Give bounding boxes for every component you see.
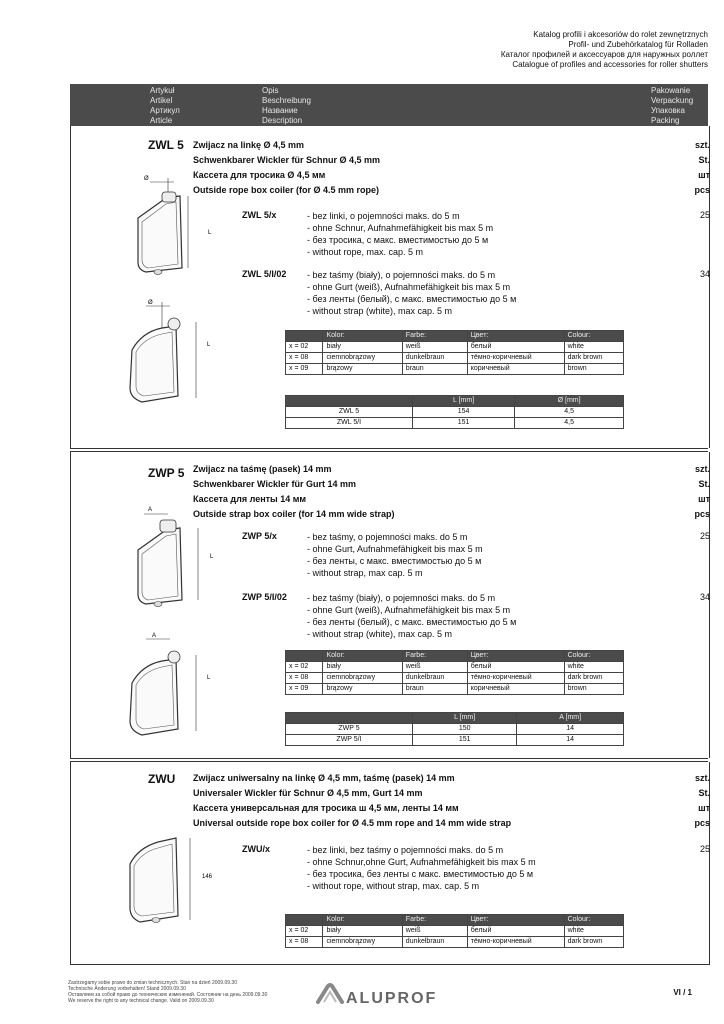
- unit-label: szt.: [694, 464, 710, 474]
- table-row: [286, 342, 624, 353]
- column-label: Opis: [262, 86, 279, 95]
- column-label: Pakowanie: [651, 86, 691, 95]
- brand-name: ALUPROF: [346, 990, 438, 1007]
- desc-line: - ohne Schnur,ohne Gurt, Aufnahmefähigkeit bis max 5 m: [307, 857, 536, 867]
- table-cell: тёмно-коричневый: [467, 353, 564, 364]
- desc-line: - without rope, max. cap. 5 m: [307, 247, 424, 257]
- desc-line: - bez linki, bez taśmy o pojemności maks. do 5 m: [307, 845, 504, 855]
- table-row: [286, 937, 624, 948]
- variant-description: [307, 269, 516, 317]
- colour-header-cell: Kolor:: [323, 651, 402, 662]
- colour-table-header: [286, 331, 624, 342]
- aluprof-logo-icon: [314, 982, 344, 1004]
- title-line: Outside strap box coiler (for 14 mm wide strap): [193, 509, 395, 519]
- table-cell: x = 02: [286, 342, 323, 353]
- table-cell: biały: [323, 926, 402, 937]
- table-cell: white: [564, 342, 623, 353]
- desc-line: - без ленты, с макс. вместимостью до 5 м: [307, 556, 482, 566]
- unit-label: pcs: [694, 509, 710, 519]
- title-line: Universaler Wickler für Schnur Ø 4,5 mm, Gurt 14 mm: [193, 788, 423, 798]
- unit-label: szt.: [694, 773, 710, 783]
- table-cell: коричневый: [467, 684, 564, 695]
- table-cell: dark brown: [564, 937, 623, 948]
- dimension-table-header: [286, 396, 624, 407]
- table-cell: brown: [564, 684, 623, 695]
- table-cell: x = 08: [286, 937, 323, 948]
- title-line: Schwenkbarer Wickler für Gurt 14 mm: [193, 479, 356, 489]
- table-cell: ZWP 5: [286, 724, 413, 735]
- table-cell: weiß: [402, 926, 467, 937]
- universal-coiler-drawing: [110, 820, 230, 930]
- table-row: [286, 735, 624, 746]
- variant-code: ZWL 5/I/02: [242, 269, 287, 279]
- dimension-label: L: [210, 554, 214, 560]
- colour-header-cell: [286, 331, 323, 342]
- header-line: Каталог профилей и аксессуаров для наружных роллет: [500, 50, 708, 59]
- colour-header-cell: [286, 651, 323, 662]
- table-cell: белый: [467, 662, 564, 673]
- header-line: Profil- und Zubehörkatalog für Rolladen: [568, 40, 708, 49]
- header-line: Katalog profili i akcesoriów do rolet zewnętrznych: [533, 30, 708, 39]
- unit-label: шт: [698, 803, 710, 813]
- dimension-header-cell: A [mm]: [517, 713, 624, 724]
- column-packing: [651, 86, 693, 126]
- unit-labels: [694, 138, 710, 198]
- table-cell: biały: [323, 342, 402, 353]
- dimension-label: L: [208, 230, 212, 236]
- table-cell: 154: [413, 407, 515, 418]
- article-titles: [193, 771, 511, 831]
- variant-quantity: 34: [699, 269, 710, 279]
- column-label: Packing: [651, 116, 680, 125]
- table-row: [286, 926, 624, 937]
- desc-line: - without strap, max cap. 5 m: [307, 568, 423, 578]
- unit-label: St.: [698, 155, 710, 165]
- column-label: Verpackung: [651, 96, 694, 105]
- colour-header-cell: Colour:: [564, 331, 623, 342]
- catalog-header: [501, 30, 708, 70]
- dimension-header-cell: [286, 396, 413, 407]
- table-cell: белый: [467, 926, 564, 937]
- table-cell: brown: [564, 364, 623, 375]
- title-line: Outside rope box coiler (for Ø 4.5 mm rope): [193, 185, 380, 195]
- desc-line: - without strap (white), max cap. 5 m: [307, 306, 453, 316]
- table-cell: dark brown: [564, 673, 623, 684]
- table-row: [286, 662, 624, 673]
- unit-labels: [694, 771, 710, 831]
- unit-label: St.: [698, 479, 710, 489]
- unit-label: шт: [698, 170, 710, 180]
- table-cell: тёмно-коричневый: [467, 673, 564, 684]
- table-cell: ciemnobrązowy: [323, 937, 402, 948]
- unit-label: pcs: [694, 818, 710, 828]
- title-line: Кассета универсальная для тросика ш 4,5 мм, ленты 14 мм: [193, 803, 459, 813]
- table-cell: ZWL 5/I: [286, 418, 413, 429]
- desc-line: - without strap (white), max cap. 5 m: [307, 629, 453, 639]
- table-cell: белый: [467, 342, 564, 353]
- colour-table: [285, 914, 624, 948]
- variant-quantity: 25: [699, 531, 710, 541]
- variant-code: ZWU/x: [242, 844, 270, 854]
- title-line: Schwenkbarer Wickler für Schnur Ø 4,5 mm: [193, 155, 380, 165]
- table-cell: ciemnobrązowy: [323, 673, 402, 684]
- colour-header-cell: Farbe:: [402, 915, 467, 926]
- strap-coiler-drawing-front: [118, 500, 228, 615]
- desc-line: - ohne Gurt, Aufnahmefähigkeit bis max 5 m: [307, 544, 483, 554]
- title-line: Кассета для тросика Ø 4,5 мм: [193, 170, 326, 180]
- title-line: Кассета для ленты 14 мм: [193, 494, 307, 504]
- table-row: [286, 673, 624, 684]
- table-cell: biały: [323, 662, 402, 673]
- unit-label: St.: [698, 788, 710, 798]
- dimension-label: Ø: [148, 300, 153, 306]
- table-cell: ZWL 5: [286, 407, 413, 418]
- table-cell: dark brown: [564, 353, 623, 364]
- article-code: ZWU: [148, 772, 176, 786]
- table-cell: white: [564, 662, 623, 673]
- table-cell: weiß: [402, 662, 467, 673]
- variant-quantity: 25: [699, 210, 710, 220]
- footer-note: Technische Änderung vorbehalten! Stand 2009.09.30: [68, 986, 186, 992]
- variant-description: [307, 592, 516, 640]
- table-cell: dunkelbraun: [402, 937, 467, 948]
- desc-line: - bez linki, o pojemności maks. do 5 m: [307, 211, 460, 221]
- variant-description: [307, 844, 536, 892]
- dimension-table: [285, 395, 624, 429]
- unit-label: pcs: [694, 185, 710, 195]
- dimension-label: 146: [202, 874, 213, 880]
- table-cell: braun: [402, 684, 467, 695]
- table-cell: 150: [413, 724, 517, 735]
- table-cell: 151: [413, 418, 515, 429]
- colour-header-cell: Colour:: [564, 651, 623, 662]
- table-cell: white: [564, 926, 623, 937]
- table-row: [286, 364, 624, 375]
- table-cell: x = 02: [286, 926, 323, 937]
- table-cell: 14: [517, 735, 624, 746]
- column-label: Название: [262, 106, 298, 115]
- article-code: ZWP 5: [148, 466, 185, 480]
- footer-note: We reserve the right to any technical change. Valid on 2009.09.30: [68, 998, 214, 1004]
- table-cell: brązowy: [323, 684, 402, 695]
- colour-header-cell: Цвет:: [467, 651, 564, 662]
- desc-line: - без ленты (белый), с макс. вместимостью до 5 м: [307, 294, 517, 304]
- table-cell: ciemnobrązowy: [323, 353, 402, 364]
- variant-quantity: 34: [699, 592, 710, 602]
- table-cell: тёмно-коричневый: [467, 937, 564, 948]
- footer-note: Zastrzegamy sobie prawo do zmian technicznych. Stan na dzień 2009.09.30: [68, 980, 237, 986]
- dimension-label: L: [207, 675, 211, 681]
- colour-table: [285, 650, 624, 695]
- variant-code: ZWL 5/x: [242, 210, 277, 220]
- colour-table-header: [286, 651, 624, 662]
- column-header-bar: [70, 84, 708, 126]
- article-code: ZWL 5: [148, 138, 184, 152]
- footer-notes: [68, 980, 267, 1004]
- unit-label: szt.: [694, 140, 710, 150]
- desc-line: - без тросика, с макс. вместимостью до 5 м: [307, 235, 489, 245]
- table-row: [286, 418, 624, 429]
- colour-header-cell: Colour:: [564, 915, 623, 926]
- table-cell: 4,5: [515, 407, 624, 418]
- variant-description: [307, 210, 493, 258]
- column-label: Description: [262, 116, 303, 125]
- table-row: [286, 724, 624, 735]
- unit-labels: [694, 462, 710, 522]
- desc-line: - ohne Gurt (weiß), Aufnahmefähigkeit bis max 5 m: [307, 282, 511, 292]
- column-label: Упаковка: [651, 106, 685, 115]
- table-cell: brązowy: [323, 364, 402, 375]
- table-cell: dunkelbraun: [402, 673, 467, 684]
- colour-header-cell: Цвет:: [467, 915, 564, 926]
- desc-line: - ohne Gurt (weiß), Aufnahmefähigkeit bis max 5 m: [307, 605, 511, 615]
- table-cell: x = 02: [286, 662, 323, 673]
- colour-table-header: [286, 915, 624, 926]
- variant-quantity: 25: [699, 844, 710, 854]
- desc-line: - ohne Schnur, Aufnahmefähigkeit bis max 5 m: [307, 223, 494, 233]
- variant-code: ZWP 5/I/02: [242, 592, 287, 602]
- dimension-header-cell: Ø [mm]: [515, 396, 624, 407]
- column-label: Beschreibung: [262, 96, 311, 105]
- variant-description: [307, 531, 483, 579]
- table-cell: 4,5: [515, 418, 624, 429]
- colour-header-cell: Kolor:: [323, 915, 402, 926]
- desc-line: - без тросика, без ленты с макс. вместимостью до 5 м: [307, 869, 534, 879]
- dimension-label: L: [207, 342, 211, 348]
- desc-line: - without rope, without strap, max. cap. 5 m: [307, 881, 480, 891]
- colour-header-cell: [286, 915, 323, 926]
- table-cell: weiß: [402, 342, 467, 353]
- desc-line: - без ленты (белый), с макс. вместимостью до 5 м: [307, 617, 517, 627]
- column-label: Artikel: [150, 96, 173, 105]
- dimension-header-cell: L [mm]: [413, 713, 517, 724]
- table-cell: 151: [413, 735, 517, 746]
- colour-table: [285, 330, 624, 375]
- table-cell: ZWP 5/I: [286, 735, 413, 746]
- dimension-label: A: [152, 633, 157, 639]
- title-line: Zwijacz uniwersalny na linkę Ø 4,5 mm, taśmę (pasek) 14 mm: [193, 773, 455, 783]
- title-line: Universal outside rope box coiler for Ø 4.5 mm rope and 14 mm wide strap: [193, 818, 512, 828]
- table-cell: 14: [517, 724, 624, 735]
- title-line: Zwijacz na taśmę (pasek) 14 mm: [193, 464, 332, 474]
- colour-header-cell: Kolor:: [323, 331, 402, 342]
- column-description: [262, 86, 311, 126]
- strap-coiler-drawing-side: [112, 625, 222, 745]
- column-label: Article: [150, 116, 173, 125]
- table-cell: x = 09: [286, 684, 323, 695]
- table-cell: braun: [402, 364, 467, 375]
- table-cell: x = 09: [286, 364, 323, 375]
- unit-label: шт: [698, 494, 710, 504]
- footer-note: Оставляем за собой право до технических изменений. Состояние на день 2009.09.30: [68, 992, 268, 998]
- table-cell: x = 08: [286, 353, 323, 364]
- desc-line: - bez taśmy, o pojemności maks. do 5 m: [307, 532, 468, 542]
- desc-line: - bez taśmy (biały), o pojemności maks. do 5 m: [307, 270, 496, 280]
- table-cell: коричневый: [467, 364, 564, 375]
- table-row: [286, 684, 624, 695]
- dimension-table-header: [286, 713, 624, 724]
- dimension-label: A: [148, 507, 153, 513]
- variant-code: ZWP 5/x: [242, 531, 277, 541]
- desc-line: - bez taśmy (biały), o pojemności maks. do 5 m: [307, 593, 496, 603]
- page-number: VI / 1: [673, 988, 692, 997]
- colour-header-cell: Цвет:: [467, 331, 564, 342]
- title-line: Zwijacz na linkę Ø 4,5 mm: [193, 140, 305, 150]
- column-label: Артикул: [150, 106, 180, 115]
- header-line: Catalogue of profiles and accessories for roller shutters: [512, 60, 708, 69]
- dimension-header-cell: [286, 713, 413, 724]
- table-cell: dunkelbraun: [402, 353, 467, 364]
- dimension-table: [285, 712, 624, 746]
- table-cell: x = 08: [286, 673, 323, 684]
- coiler-drawing-front: [118, 168, 228, 283]
- coiler-drawing-side: [112, 292, 222, 412]
- dimension-label: Ø: [144, 176, 149, 182]
- table-row: [286, 353, 624, 364]
- column-label: Artykuł: [150, 86, 175, 95]
- colour-header-cell: Farbe:: [402, 651, 467, 662]
- table-row: [286, 407, 624, 418]
- colour-header-cell: Farbe:: [402, 331, 467, 342]
- column-article: [150, 86, 180, 126]
- dimension-header-cell: L [mm]: [413, 396, 515, 407]
